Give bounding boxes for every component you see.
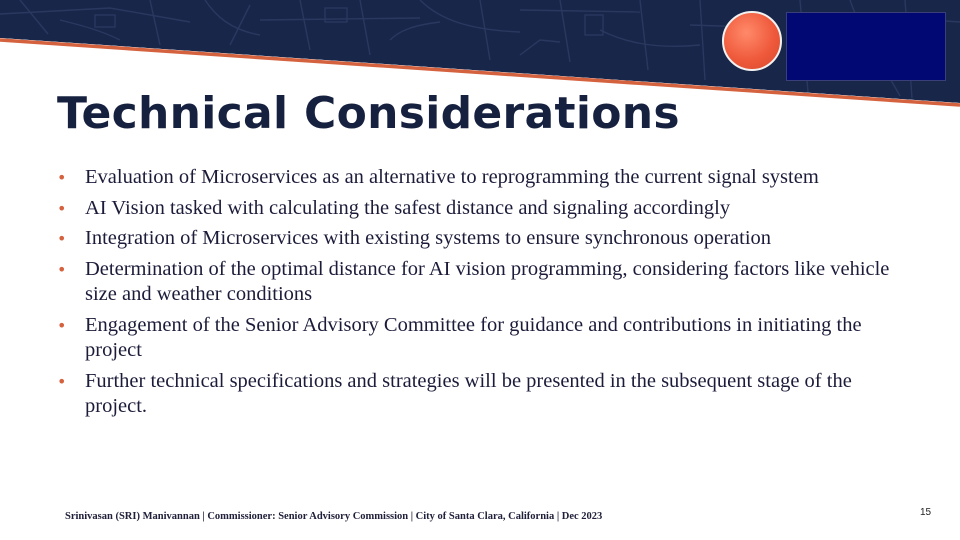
bullet-item — [56, 313, 906, 364]
footer-text: Srinivasan (SRI) Manivannan | Commissioner: Senior Advisory Commission | City of Santa Clara, California | Dec 2023 — [65, 511, 603, 522]
bullet-icon: • — [57, 229, 67, 248]
bullet-icon: • — [57, 259, 67, 279]
bullet-text: Determination of the optimal distance for AI vision programming, considering factors like vehicle size and weather conditions — [85, 257, 890, 305]
bullet-icon: • — [57, 315, 67, 335]
bullet-item — [56, 196, 906, 222]
logo-box — [786, 12, 946, 81]
bullet-icon: • — [57, 371, 67, 391]
bullet-item — [56, 257, 906, 308]
bullet-text: Engagement of the Senior Advisory Committee for guidance and contributions in initiating the project — [85, 313, 862, 361]
bullet-text: Further technical specifications and strategies will be presented in the subsequent stage of the project. — [85, 369, 852, 417]
bullet-item — [56, 369, 906, 420]
slide-title: Technical Considerations — [57, 88, 680, 139]
page-number: 15 — [920, 507, 932, 518]
bullet-list — [56, 165, 906, 425]
bullet-icon: • — [57, 198, 67, 218]
orange-circle-logo-icon — [722, 11, 782, 71]
bullet-text: AI Vision tasked with calculating the safest distance and signaling accordingly — [85, 196, 731, 219]
bullet-text: Evaluation of Microservices as an alternative to reprogramming the current signal system — [85, 166, 819, 188]
bullet-icon: • — [57, 168, 67, 187]
bullet-item — [56, 165, 906, 191]
bullet-text: Integration of Microservices with existing systems to ensure synchronous operation — [85, 227, 772, 249]
bullet-item — [56, 226, 906, 252]
